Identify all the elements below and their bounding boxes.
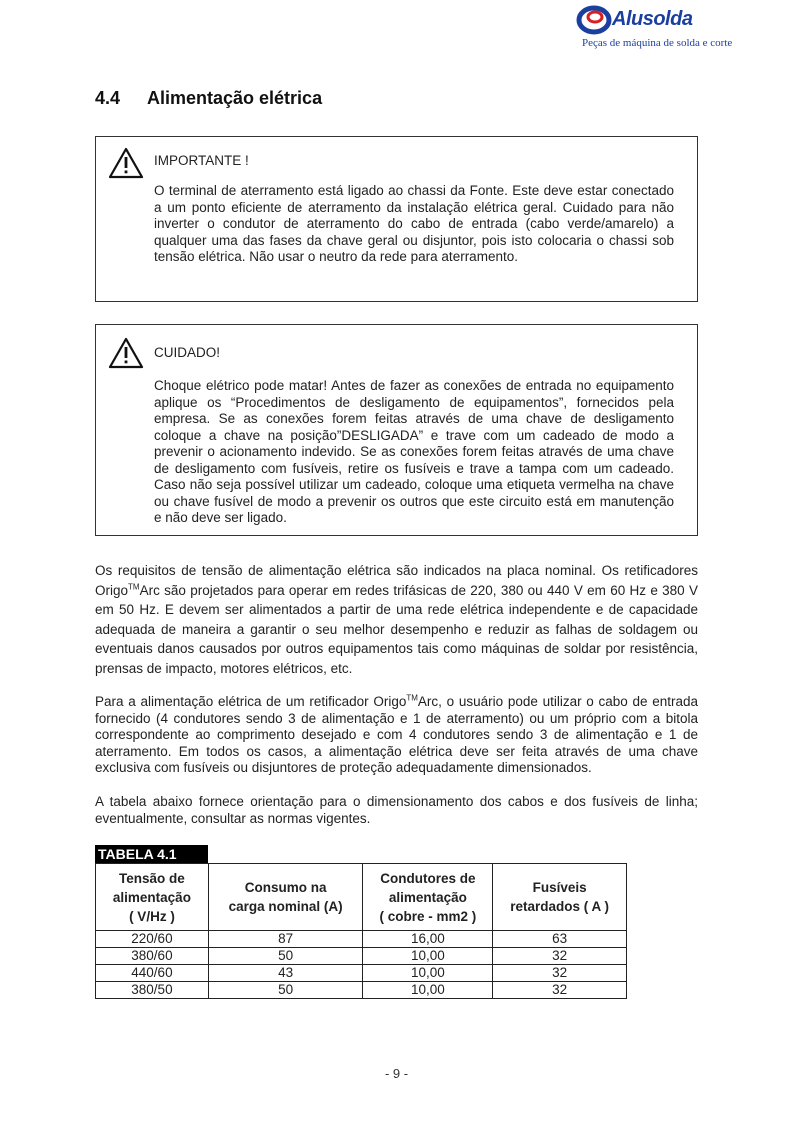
- cell-consumption: 50: [208, 948, 363, 965]
- caution-text: Choque elétrico pode matar! Antes de fazer as conexões de entrada no equipamento aplique os “Procedimentos de desligamento de equipamentos”, fornecidos pela empresa. Se as conexões forem feitas através de uma chave de desligamento coloque a chave na posição”DESLIGADA” e trave com um cadeado de modo a prevenir o acionamento indevido. Se as conexões forem feitas através de uma chave de desligamento com fusíveis, retire os fusíveis e trave a tampa com um cadeado. Caso não seja possível utilizar um cadeado, coloque uma etiqueta vermelha na chave ou chave fusível de modo a prevenir os outros que este circuito está em manutenção e não deve ser ligado.: [154, 378, 674, 525]
- cell-voltage: 380/50: [96, 982, 209, 999]
- important-title: IMPORTANTE !: [154, 153, 249, 168]
- header-voltage: Tensão de alimentação ( V/Hz ): [96, 864, 209, 931]
- table-row: [96, 931, 627, 948]
- table-row: [96, 948, 627, 965]
- cell-fuses: 32: [493, 982, 627, 999]
- paragraph1-text-a: Os requisitos de tensão de alimentação elétrica são indicados na placa nominal. Os retificadores Origo: [95, 563, 698, 598]
- table-header-row: [96, 864, 627, 931]
- paragraph-voltage-requirements: [95, 561, 698, 678]
- cell-conductors: 10,00: [363, 982, 493, 999]
- table-row: [96, 965, 627, 982]
- cell-fuses: 63: [493, 931, 627, 948]
- cell-consumption: 43: [208, 965, 363, 982]
- section-title: Alimentação elétrica: [147, 88, 323, 108]
- paragraph-power-cable: [95, 694, 698, 777]
- logo-tagline: Peças de máquina de solda e corte: [582, 37, 733, 49]
- logo-brand: Alusolda: [612, 8, 693, 30]
- cell-fuses: 32: [493, 965, 627, 982]
- warning-triangle-icon: [108, 337, 144, 369]
- paragraph2-text-b: Arc, o usuário pode utilizar o cabo de entrada fornecido (4 condutores sendo 3 de alimentação e 1 de aterramento) ou um próprio com a bitola correspondente ao comprimento desejado e com 4 condutores sendo 3 de alimentação e 1 de aterramento. Em todos os casos, a alimentação elétrica deve ser feita através de uma chave exclusiva com fusíveis ou disjuntores de proteção adequadamente dimensionados.: [95, 694, 698, 775]
- trademark-sup: TM: [128, 582, 140, 591]
- page-number: - 9 -: [384, 1066, 409, 1081]
- cell-fuses: 32: [493, 948, 627, 965]
- alusolda-swirl-icon: [576, 4, 616, 38]
- header-consumption: Consumo na carga nominal (A): [208, 864, 363, 931]
- cell-conductors: 16,00: [363, 931, 493, 948]
- section-heading: [95, 88, 322, 109]
- cell-conductors: 10,00: [363, 965, 493, 982]
- cell-consumption: 50: [208, 982, 363, 999]
- caution-title: CUIDADO!: [154, 345, 221, 360]
- spec-table: [95, 863, 627, 999]
- paragraph-table-intro: A tabela abaixo fornece orientação para o dimensionamento dos cabos e dos fusíveis de linha; eventualmente, consultar as normas vigentes.: [95, 794, 698, 826]
- paragraph2-text-a: Para a alimentação elétrica de um retificador Origo: [95, 694, 407, 709]
- caution-notice-box: [95, 324, 698, 536]
- cell-voltage: 380/60: [96, 948, 209, 965]
- cell-consumption: 87: [208, 931, 363, 948]
- cell-voltage: 220/60: [96, 931, 209, 948]
- table-label: TABELA 4.1: [95, 845, 208, 863]
- important-notice-box: [95, 136, 698, 302]
- company-logo: [576, 4, 733, 52]
- table-row: [96, 982, 627, 999]
- paragraph1-text-b: Arc são projetados para operar em redes trifásicas de 220, 380 ou 440 V em 60 Hz e 380 V em 50 Hz. E devem ser alimentados a partir de uma rede elétrica independente e de capacidade adequada de maneira a garantir o seu melhor desempenho e reduzir as falhas de soldagem ou eventuais danos causados por outros equipamentos tais como máquinas de soldar por resistência, prensas de impacto, motores elétricos, etc.: [95, 582, 698, 676]
- header-conductors: Condutores de alimentação ( cobre - mm2 ): [363, 864, 493, 931]
- important-text: O terminal de aterramento está ligado ao chassi da Fonte. Este deve estar conectado a um ponto eficiente de aterramento da instalação elétrica geral. Cuidado para não inverter o condutor de aterramento do cabo de entrada (cabo verde/amarelo) a qualquer uma das fases da chave geral ou disjuntor, pois isto colocaria o chassi sob tensão elétrica. Não usar o neutro da rede para aterramento.: [154, 183, 674, 264]
- cell-conductors: 10,00: [363, 948, 493, 965]
- header-fuses: Fusíveis retardados ( A ): [493, 864, 627, 931]
- section-number: 4.4: [95, 88, 121, 108]
- warning-triangle-icon: [108, 147, 144, 179]
- cell-voltage: 440/60: [96, 965, 209, 982]
- trademark-sup: TM: [406, 693, 418, 703]
